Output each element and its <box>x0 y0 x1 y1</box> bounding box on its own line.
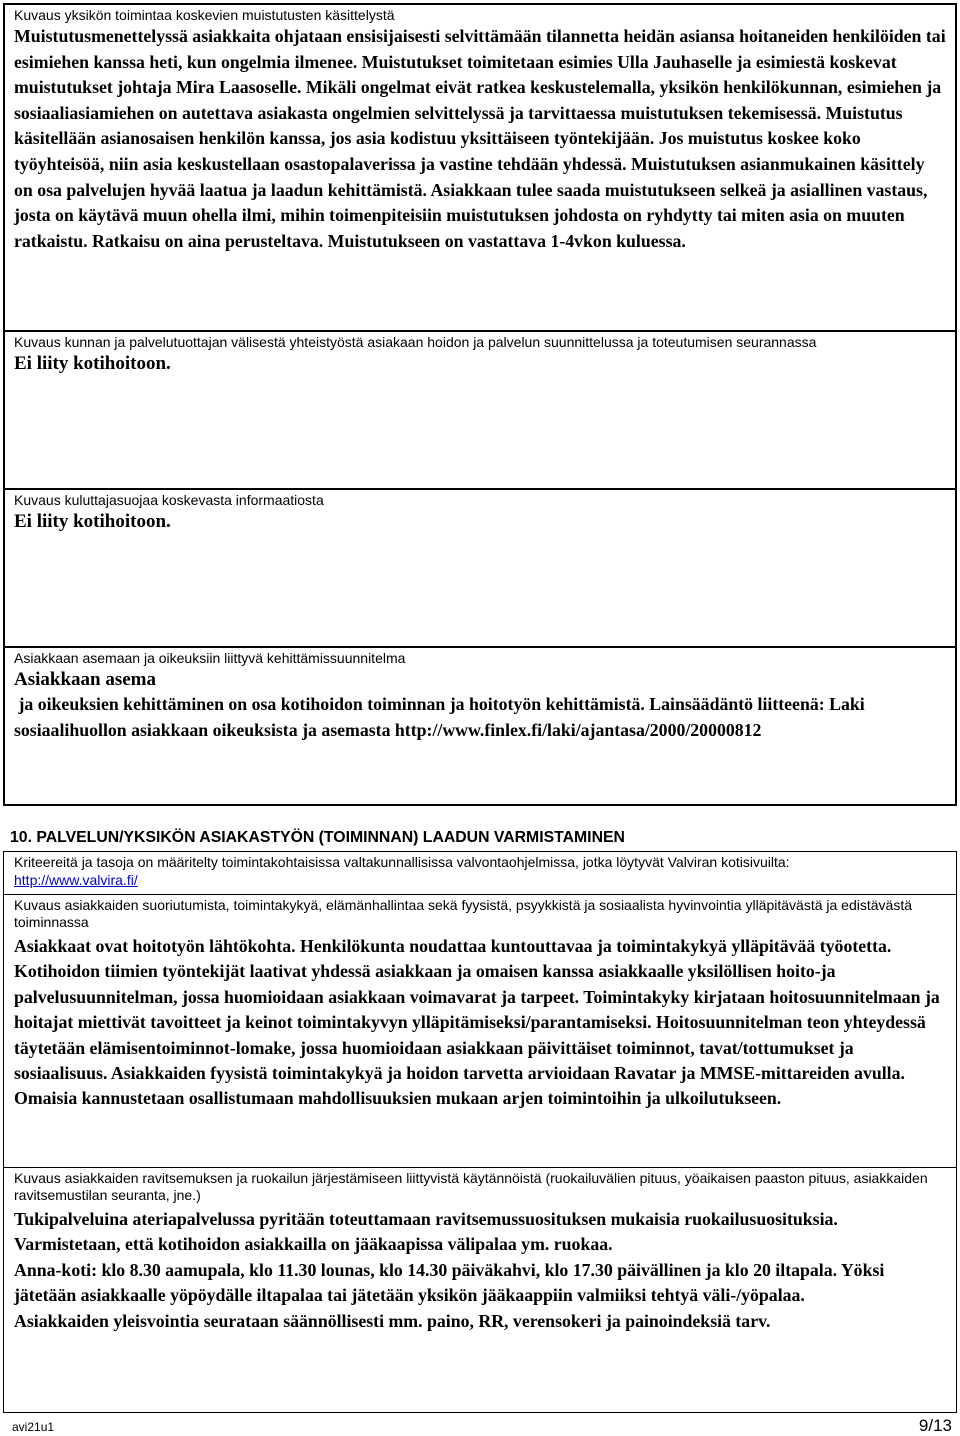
page-number: 9/13 <box>918 1416 952 1435</box>
valvira-link[interactable]: http://www.valvira.fi/ <box>14 872 138 888</box>
criteria-text: Kriteereitä ja tasoja on määritelty toimintakohtaisissa valtakunnallisissa valvontaohjelmissa, jotka löytyvät Valviran kotisivuilta: <box>14 854 790 870</box>
complaints-text: Muistutusmenettelyssä asiakkaita ohjataan ensisijaisesti selvittämään tilannetta heidän asiansa hoitaneiden henkilöiden tai esimiehen kanssa heti, kun ongelmia ilmenee. Muistutukset toimitetaan esimies Ulla Jauhaselle ja esimiestä koskevat muistutukset johtaja Mira Laasoselle. Mikäli ongelmat eivät ratkea keskustelemalla, yksikön henkilökunnan, esimiehen ja sosiaaliasiamiehen on autettava asiakasta ongelmien selvittelyssä ja tarvittaessa muistutuksen tekemisessä. Muistutus käsitellään asianosaisen henkilön kanssa, jos asia kodistuu yksittäiseen työntekijään. Jos muistutus koskee koko työyhteisöä, niin asia keskustellaan osastopalaverissa ja vastine tehdään yhdessä. Muistutuksen asianmukainen käsittely on osa palvelujen hyvää laatua ja laadun kehittämistä. Asiakkaan tulee saada muistutukseen selkeä ja asiallinen vastaus, josta on käytävä muun ohella ilmi, mihin toimenpiteisiin muistutuksen johdosta on ryhdytty tai miten asia on muuten ratkaistu. Ratkaisu on aina perusteltava. Muistutukseen on vastattava 1-4vkon kuluessa. <box>14 26 946 251</box>
nutrition-section <box>3 1168 957 1413</box>
cooperation-label: Kuvaus kunnan ja palvelutuottajan välisestä yhteistyöstä asiakaan hoidon ja palvelun suunnittelussa ja toteutumisen seurannassa <box>14 334 817 350</box>
consumer-info-answer: Ei liity kotihoitoon. <box>14 511 171 532</box>
cooperation-section <box>3 332 957 490</box>
cooperation-answer: Ei liity kotihoitoon. <box>14 353 171 374</box>
complaints-label: Kuvaus yksikön toimintaa koskevien muistutusten käsittelystä <box>14 7 395 23</box>
nutrition-label: Kuvaus asiakkaiden ravitsemuksen ja ruokailun järjestämiseen liittyvistä käytännöistä (ruokailuvälien pituus, yöaikaisen paaston pituus, asiakkaiden ravitsemustilan seuranta, jne.) <box>14 1170 928 1203</box>
wellbeing-label: Kuvaus asiakkaiden suoriutumista, toimintakykyä, elämänhallintaa sekä fyysistä, psyykkistä ja sosiaalista hyvinvointia ylläpitävästä ja edistävästä toiminnassa <box>14 897 912 930</box>
nutrition-paragraph-1: Tukipalveluina ateriapalvelussa pyritään toteuttamaan ravitsemussuosituksen mukaisia ruokailusuosituksia. Varmistetaan, että kotihoidon asiakkailla on jääkaapissa välipalaa ym. ruokaa. <box>14 1209 838 1255</box>
section-heading: 10. PALVELUN/YKSIKÖN ASIAKASTYÖN (TOIMINNAN) LAADUN VARMISTAMINEN <box>10 829 625 846</box>
rights-plan-label: Asiakkaan asemaan ja oikeuksiin liittyvä kehittämissuunnitelma <box>14 650 406 666</box>
wellbeing-text: Asiakkaat ovat hoitotyön lähtökohta. Henkilökunta noudattaa kuntouttavaa ja toimintakykyä ylläpitävää työotetta. Kotihoidon tiimien työntekijät laativat yhdessä asiakkaan ja omaisen kanssa asiakkaalle yksilöllisen hoito-ja palvelusuunnitelman, jossa huomioidaan asiakkaan voimavarat ja tarpeet. Toimintakyky kirjataan hoitosuunnitelmaan ja hoitajat miettivät tavoitteet ja keinot toimintakyvyn ylläpitämiseksi/parantamiseksi. Hoitosuunnitelman teon yhteydessä täytetään elämisentoiminnot-lomake, jossa huomioidaan asiakkaan päivittäiset toiminnot, tavat/tottumukset ja sosiaalisuus. Asiakkaiden fyysistä toimintakykyä ja hoidon tarvetta arvioidaan Ravatar ja MMSE-mittareiden avulla. Omaisia kannustetaan osallistumaan mahdollisuuksien mukaan arjen toimintoihin ja ulkoilutukseen. <box>14 936 940 1109</box>
nutrition-paragraph-2: Anna-koti: klo 8.30 aamupala, klo 11.30 lounas, klo 14.30 päiväkahvi, klo 17.30 päivällinen ja klo 20 iltapala. Yöksi jätetään asiakkaalle yöpöydälle iltapalaa tai jätetään yksikön jääkaappiin valmiiksi tehtyä väli-/yöpalaa. <box>14 1259 885 1306</box>
consumer-info-label: Kuvaus kuluttajasuojaa koskevasta informaatiosta <box>14 492 324 508</box>
criteria-section <box>3 851 957 895</box>
form-code: avi21u1 <box>12 1420 55 1434</box>
rights-plan-text: ja oikeuksien kehittäminen on osa kotihoidon toiminnan ja hoitotyön kehittämistä. Lainsäädäntö liitteenä: Laki sosiaalihuollon asiakkaan oikeuksista ja asemasta http://www.finlex.fi/laki/ajantasa/2000/20000812 <box>14 694 870 740</box>
consumer-info-section <box>3 490 957 648</box>
wellbeing-section <box>3 895 957 1168</box>
nutrition-paragraph-3: Asiakkaiden yleisvointia seurataan säännöllisesti mm. paino, RR, verensokeri ja painoindeksiä tarv. <box>14 1310 771 1331</box>
rights-plan-title: Asiakkaan asema <box>14 669 156 690</box>
complaints-section <box>3 3 957 332</box>
rights-plan-section <box>3 648 957 806</box>
